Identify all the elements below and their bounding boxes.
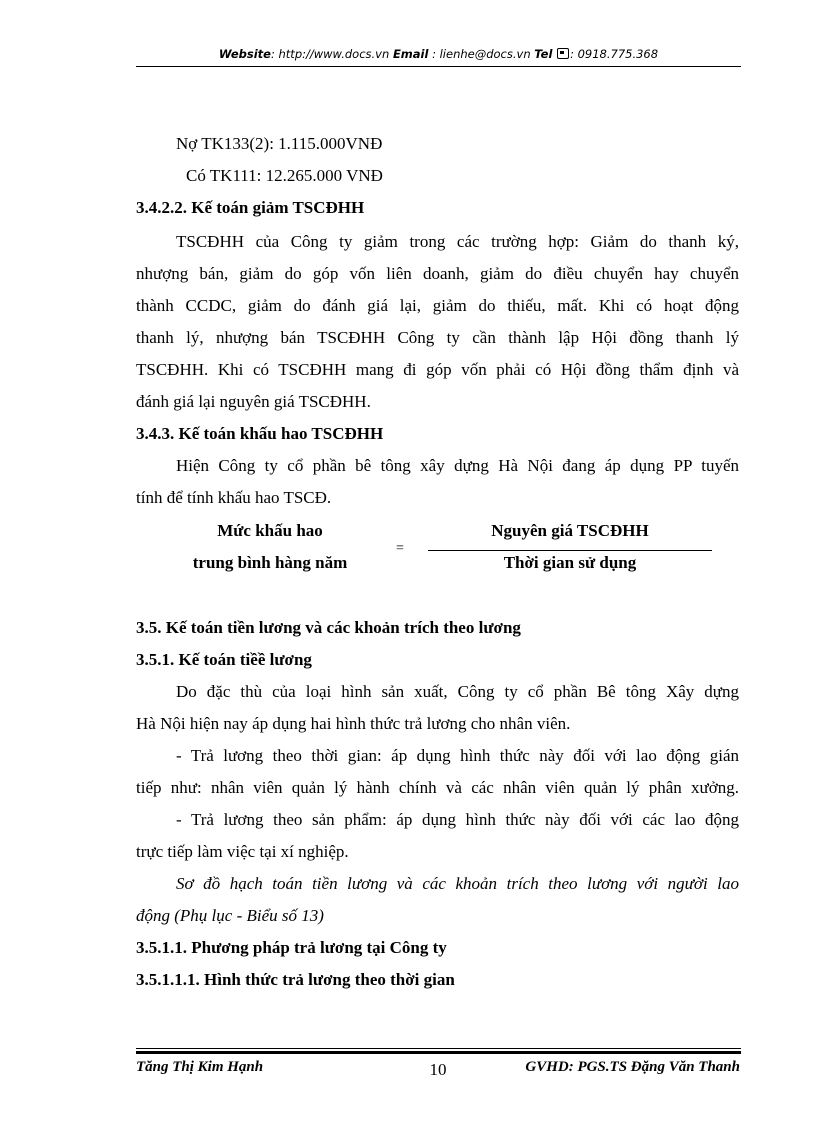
entry-debit: Nợ TK133(2): 1.115.000VNĐ <box>176 134 383 153</box>
paragraph-line: TSCĐHH. Khi có TSCĐHH mang đi góp vốn phải có Hội đồng thẩm định và <box>136 360 739 379</box>
fraction-line <box>428 550 712 551</box>
heading-3-5: 3.5. Kế toán tiền lương và các khoản trích theo lương <box>136 618 521 637</box>
paragraph-line: tiếp như: nhân viên quản lý hành chính và các nhân viên quản lý phân xưởng. <box>136 778 739 797</box>
italic-note-line: Sơ đồ hạch toán tiền lương và các khoản trích theo lương với người lao <box>176 874 739 893</box>
heading-3-4-3: 3.4.3. Kế toán khấu hao TSCĐHH <box>136 424 384 443</box>
paragraph-line: thanh lý, nhượng bán TSCĐHH Công ty cần thành lập Hội đồng thanh lý <box>136 328 739 347</box>
phone-icon <box>557 48 569 59</box>
heading-3-5-1-1-1: 3.5.1.1.1. Hình thức trả lương theo thời gian <box>136 970 455 989</box>
footer-author: Tăng Thị Kim Hạnh <box>136 1059 264 1075</box>
page-number: 10 <box>429 1060 447 1079</box>
paragraph-line: Hiện Công ty cổ phần bê tông xây dựng Hà Nội đang áp dụng PP tuyến <box>176 456 739 475</box>
paragraph-line: đánh giá lại nguyên giá TSCĐHH. <box>136 392 371 411</box>
formula-left-top: Mức khấu hao <box>217 521 323 540</box>
formula-equals: = <box>396 541 404 556</box>
page-header <box>136 47 741 61</box>
paragraph-line: tính để tính khấu hao TSCĐ. <box>136 488 332 507</box>
italic-note-line: động (Phụ lục - Biểu số 13) <box>136 906 324 925</box>
paragraph-line: TSCĐHH của Công ty giảm trong các trường hợp: Giảm do thanh ký, <box>176 232 739 251</box>
formula-left-bottom: trung bình hàng năm <box>192 553 348 572</box>
paragraph-line: - Trả lương theo thời gian: áp dụng hình thức này đối với lao động gián <box>176 746 739 765</box>
footer-advisor: GVHD: PGS.TS Đặng Văn Thanh <box>525 1059 740 1075</box>
paragraph-line: Hà Nội hiện nay áp dụng hai hình thức trả lương cho nhân viên. <box>136 714 571 733</box>
entry-credit: Có TK111: 12.265.000 VNĐ <box>186 166 383 185</box>
paragraph-line: trực tiếp làm việc tại xí nghiệp. <box>136 842 349 861</box>
paragraph-line: - Trả lương theo sản phẩm: áp dụng hình thức này đối với các lao động <box>176 810 739 829</box>
footer-rule-thick <box>136 1051 741 1054</box>
email-value: : lienhe@docs.vn <box>432 47 531 61</box>
heading-3-4-2-2: 3.4.2.2. Kế toán giảm TSCĐHH <box>136 198 365 217</box>
formula-numerator: Nguyên giá TSCĐHH <box>491 521 649 540</box>
heading-3-5-1-1: 3.5.1.1. Phương pháp trả lương tại Công ty <box>136 938 447 957</box>
heading-3-5-1: 3.5.1. Kế toán tiềề lương <box>136 650 312 669</box>
email-label: Email <box>392 47 429 61</box>
website-label: Website <box>218 47 271 61</box>
paragraph-line: nhượng bán, giảm do góp vốn liên doanh, giảm do điều chuyển hay chuyển <box>136 264 739 283</box>
header-rule <box>136 66 741 67</box>
paragraph-line: thành CCDC, giảm do đánh giá lại, giảm do thiếu, mất. Khi có hoạt động <box>136 296 739 315</box>
tel-value: : 0918.775.368 <box>570 47 659 61</box>
paragraph-line: Do đặc thù của loại hình sản xuất, Công ty cổ phần Bê tông Xây dựng <box>176 682 739 701</box>
footer-rule-thin <box>136 1048 741 1049</box>
tel-label: Tel <box>534 47 553 61</box>
formula-denominator: Thời gian sử dụng <box>503 553 637 572</box>
website-value: : http://www.docs.vn <box>270 47 390 61</box>
